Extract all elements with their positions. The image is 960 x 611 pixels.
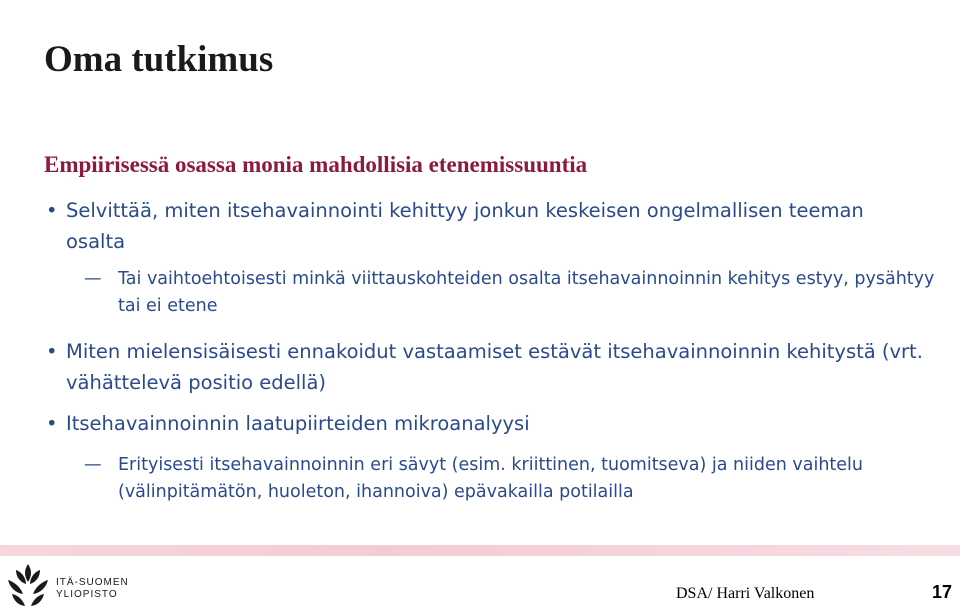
bullet-icon: • [46,340,58,363]
bullet-3-text: Itsehavainnoinnin laatupiirteiden mikroanalyysi [66,412,530,435]
university-logo-icon [6,560,50,608]
bullet-icon: • [46,412,58,435]
section-heading: Empiirisessä osassa monia mahdollisia etenemissuuntia [44,152,588,177]
logo-line-1: ITÄ-SUOMEN [56,577,129,588]
page-number: 17 [932,582,953,602]
bullet-3-sub [84,452,944,506]
dash-icon: — [84,269,102,289]
bullet-2-text: Miten mielensisäisesti ennakoidut vastaamiset estävät itsehavainnoinnin kehitystä (vrt. vähättelevä positio edellä) [66,340,923,394]
bullet-3 [46,408,926,439]
bullet-1-sub-text: Tai vaihtoehtoisesti minkä viittauskohteiden osalta itsehavainnoinnin kehitys estyy, pysähtyy tai ei etene [118,269,935,316]
bullet-1-sub [84,266,944,320]
slide-title: Oma tutkimus [44,39,274,80]
dash-icon: — [84,455,102,475]
logo-line-2: YLIOPISTO [56,589,118,600]
footer-divider [0,545,960,556]
bullet-2 [46,336,926,398]
bullet-3-sub-text: Erityisesti itsehavainnoinnin eri sävyt (esim. kriittinen, tuomitseva) ja niiden vaihtelu (välinpitämätön, huoleton, ihannoiva) epävakailla potilailla [118,455,864,502]
university-name [56,577,129,601]
bullet-icon: • [46,199,58,222]
bullet-1 [46,195,926,257]
bullet-1-text: Selvittää, miten itsehavainnointi kehittyy jonkun keskeisen ongelmallisen teeman osalta [66,199,864,253]
footer-author: DSA/ Harri Valkonen [676,585,815,602]
